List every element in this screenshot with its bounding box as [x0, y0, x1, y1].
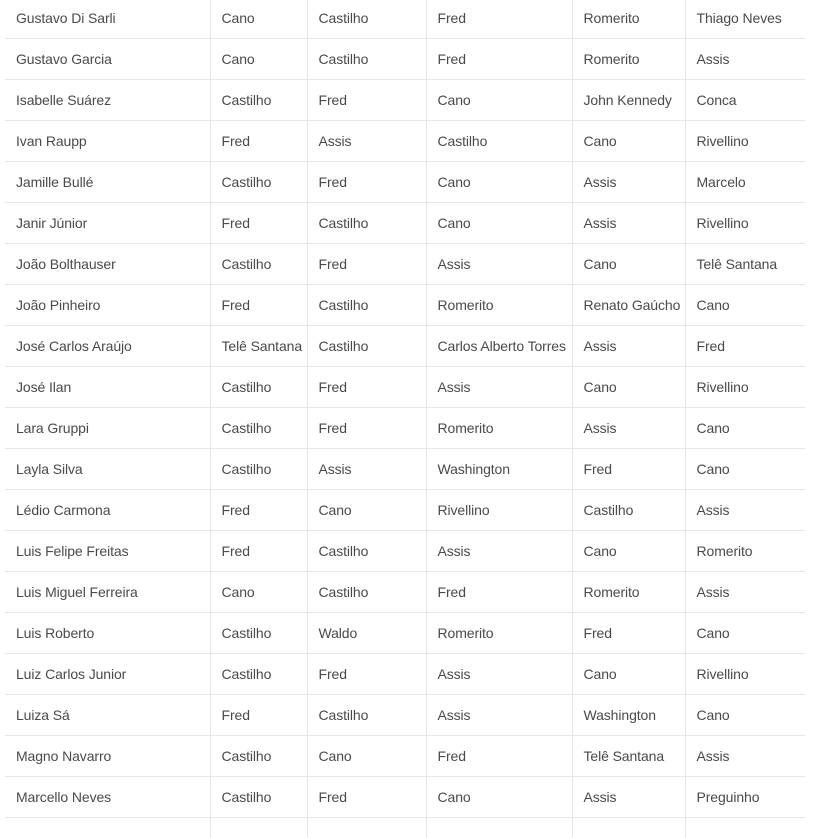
table-row [5, 572, 805, 613]
pick-5-cell: Cano [685, 695, 805, 736]
pick-3-cell: Assis [426, 367, 572, 408]
pick-4-cell: John Kennedy [572, 80, 685, 121]
table-row-partial [5, 818, 805, 838]
voter-name-cell: Lédio Carmona [5, 490, 210, 531]
table-row [5, 80, 805, 121]
voter-name-cell: José Carlos Araújo [5, 326, 210, 367]
voter-name-cell: José Ilan [5, 367, 210, 408]
table-row [5, 613, 805, 654]
pick-3-cell: Fred [426, 39, 572, 80]
table-row [5, 531, 805, 572]
table-row [5, 654, 805, 695]
voter-name-cell: Luis Roberto [5, 613, 210, 654]
pick-5-cell: Rivellino [685, 121, 805, 162]
pick-3-cell: Cano [426, 162, 572, 203]
pick-2-cell: Castilho [307, 203, 426, 244]
table-row [5, 285, 805, 326]
pick-4-cell: Fred [572, 449, 685, 490]
pick-3-cell: Assis [426, 244, 572, 285]
pick-5-cell: Fred [685, 326, 805, 367]
pick-5-cell: Rivellino [685, 367, 805, 408]
empty-cell [685, 818, 805, 838]
pick-1-cell: Fred [210, 531, 307, 572]
pick-4-cell: Cano [572, 121, 685, 162]
pick-4-cell: Cano [572, 531, 685, 572]
pick-5-cell: Cano [685, 449, 805, 490]
pick-4-cell: Assis [572, 408, 685, 449]
voter-name-cell: Janir Júnior [5, 203, 210, 244]
pick-5-cell: Assis [685, 490, 805, 531]
pick-2-cell: Cano [307, 736, 426, 777]
table-row [5, 162, 805, 203]
pick-3-cell: Fred [426, 572, 572, 613]
pick-1-cell: Cano [210, 39, 307, 80]
table-row [5, 367, 805, 408]
pick-3-cell: Cano [426, 203, 572, 244]
pick-2-cell: Castilho [307, 326, 426, 367]
pick-2-cell: Castilho [307, 531, 426, 572]
pick-5-cell: Assis [685, 736, 805, 777]
pick-3-cell: Carlos Alberto Torres [426, 326, 572, 367]
pick-2-cell: Cano [307, 490, 426, 531]
voter-name-cell: Luis Miguel Ferreira [5, 572, 210, 613]
pick-5-cell: Marcelo [685, 162, 805, 203]
pick-1-cell: Castilho [210, 449, 307, 490]
votes-table-container [5, 0, 805, 838]
pick-5-cell: Thiago Neves [685, 0, 805, 39]
pick-1-cell: Cano [210, 0, 307, 39]
pick-1-cell: Fred [210, 121, 307, 162]
pick-4-cell: Romerito [572, 0, 685, 39]
pick-5-cell: Romerito [685, 531, 805, 572]
pick-5-cell: Cano [685, 613, 805, 654]
table-row [5, 736, 805, 777]
pick-3-cell: Fred [426, 0, 572, 39]
pick-3-cell: Washington [426, 449, 572, 490]
pick-3-cell: Assis [426, 695, 572, 736]
pick-2-cell: Fred [307, 777, 426, 818]
pick-4-cell: Assis [572, 777, 685, 818]
pick-2-cell: Castilho [307, 572, 426, 613]
pick-4-cell: Cano [572, 654, 685, 695]
pick-5-cell: Rivellino [685, 203, 805, 244]
pick-2-cell: Fred [307, 244, 426, 285]
voter-name-cell: João Pinheiro [5, 285, 210, 326]
table-row [5, 408, 805, 449]
pick-2-cell: Castilho [307, 0, 426, 39]
voter-name-cell: Isabelle Suárez [5, 80, 210, 121]
table-row [5, 695, 805, 736]
pick-3-cell: Cano [426, 777, 572, 818]
pick-3-cell: Cano [426, 80, 572, 121]
votes-table [5, 0, 805, 838]
empty-cell [210, 818, 307, 838]
pick-1-cell: Castilho [210, 654, 307, 695]
pick-1-cell: Castilho [210, 162, 307, 203]
table-row [5, 449, 805, 490]
pick-5-cell: Cano [685, 285, 805, 326]
pick-5-cell: Telê Santana [685, 244, 805, 285]
pick-2-cell: Waldo [307, 613, 426, 654]
pick-1-cell: Fred [210, 490, 307, 531]
voter-name-cell: Jamille Bullé [5, 162, 210, 203]
pick-4-cell: Romerito [572, 39, 685, 80]
voter-name-cell: Marcello Neves [5, 777, 210, 818]
pick-4-cell: Romerito [572, 572, 685, 613]
pick-1-cell: Telê Santana [210, 326, 307, 367]
table-row [5, 121, 805, 162]
empty-cell [307, 818, 426, 838]
empty-cell [572, 818, 685, 838]
pick-4-cell: Cano [572, 367, 685, 408]
pick-3-cell: Rivellino [426, 490, 572, 531]
pick-4-cell: Fred [572, 613, 685, 654]
voter-name-cell: Gustavo Di Sarli [5, 0, 210, 39]
pick-1-cell: Castilho [210, 777, 307, 818]
pick-1-cell: Castilho [210, 408, 307, 449]
voter-name-cell: Ivan Raupp [5, 121, 210, 162]
pick-3-cell: Assis [426, 531, 572, 572]
pick-1-cell: Castilho [210, 80, 307, 121]
pick-5-cell: Preguinho [685, 777, 805, 818]
pick-4-cell: Assis [572, 203, 685, 244]
table-row [5, 203, 805, 244]
pick-4-cell: Cano [572, 244, 685, 285]
pick-3-cell: Fred [426, 736, 572, 777]
pick-5-cell: Cano [685, 408, 805, 449]
pick-1-cell: Fred [210, 695, 307, 736]
pick-1-cell: Fred [210, 203, 307, 244]
pick-4-cell: Renato Gaúcho [572, 285, 685, 326]
pick-5-cell: Rivellino [685, 654, 805, 695]
pick-2-cell: Fred [307, 162, 426, 203]
pick-4-cell: Castilho [572, 490, 685, 531]
table-row [5, 244, 805, 285]
table-row [5, 326, 805, 367]
pick-1-cell: Castilho [210, 367, 307, 408]
pick-2-cell: Castilho [307, 39, 426, 80]
voter-name-cell: Luiza Sá [5, 695, 210, 736]
voter-name-cell: João Bolthauser [5, 244, 210, 285]
voter-name-cell: Lara Gruppi [5, 408, 210, 449]
pick-1-cell: Castilho [210, 613, 307, 654]
voter-name-cell: Layla Silva [5, 449, 210, 490]
pick-1-cell: Cano [210, 572, 307, 613]
voter-name-cell: Luis Felipe Freitas [5, 531, 210, 572]
pick-2-cell: Castilho [307, 285, 426, 326]
pick-5-cell: Conca [685, 80, 805, 121]
pick-1-cell: Castilho [210, 736, 307, 777]
votes-table-body [5, 0, 805, 838]
pick-3-cell: Castilho [426, 121, 572, 162]
pick-5-cell: Assis [685, 39, 805, 80]
voter-name-cell: Luiz Carlos Junior [5, 654, 210, 695]
pick-2-cell: Fred [307, 80, 426, 121]
pick-2-cell: Castilho [307, 695, 426, 736]
pick-2-cell: Assis [307, 121, 426, 162]
pick-4-cell: Assis [572, 162, 685, 203]
empty-cell [426, 818, 572, 838]
pick-4-cell: Telê Santana [572, 736, 685, 777]
table-row [5, 777, 805, 818]
pick-2-cell: Fred [307, 408, 426, 449]
table-row [5, 490, 805, 531]
voter-name-cell: Magno Navarro [5, 736, 210, 777]
pick-5-cell: Assis [685, 572, 805, 613]
pick-3-cell: Romerito [426, 613, 572, 654]
pick-2-cell: Assis [307, 449, 426, 490]
pick-2-cell: Fred [307, 654, 426, 695]
pick-2-cell: Fred [307, 367, 426, 408]
pick-3-cell: Romerito [426, 285, 572, 326]
pick-4-cell: Assis [572, 326, 685, 367]
empty-cell [5, 818, 210, 838]
pick-3-cell: Romerito [426, 408, 572, 449]
pick-1-cell: Castilho [210, 244, 307, 285]
pick-4-cell: Washington [572, 695, 685, 736]
pick-3-cell: Assis [426, 654, 572, 695]
voter-name-cell: Gustavo Garcia [5, 39, 210, 80]
pick-1-cell: Fred [210, 285, 307, 326]
table-row [5, 0, 805, 39]
table-row [5, 39, 805, 80]
